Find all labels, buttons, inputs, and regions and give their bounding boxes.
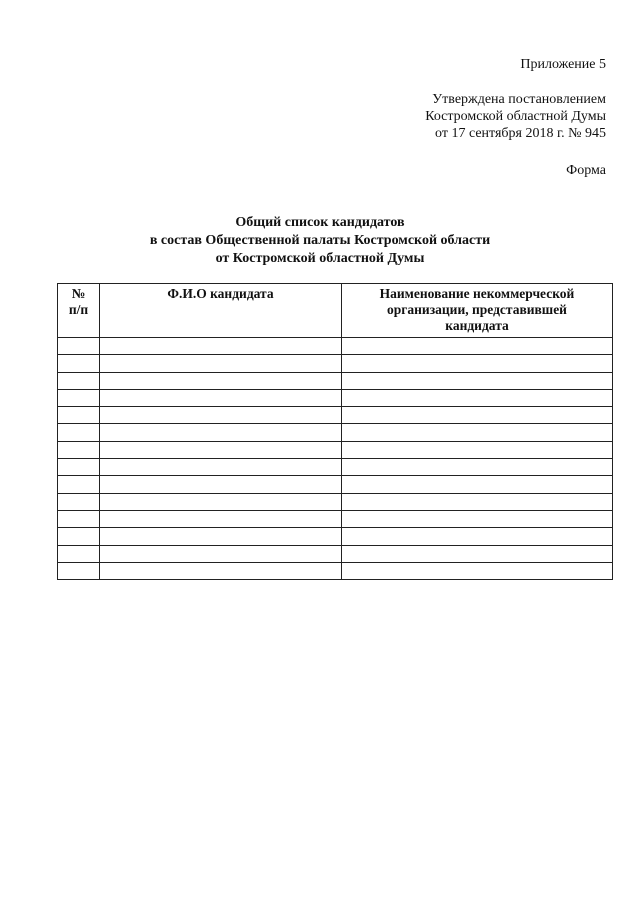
title-line: в состав Общественной палаты Костромской области bbox=[149, 233, 491, 248]
table-cell[interactable] bbox=[342, 372, 613, 389]
table-cell[interactable] bbox=[342, 355, 613, 372]
table-cell[interactable] bbox=[342, 528, 613, 545]
table-row bbox=[58, 372, 613, 389]
table-cell[interactable] bbox=[100, 459, 342, 476]
form-label: Форма bbox=[566, 163, 606, 178]
table-row bbox=[58, 476, 613, 493]
document-title bbox=[0, 214, 640, 268]
table-cell[interactable] bbox=[100, 545, 342, 562]
table-cell[interactable] bbox=[58, 389, 100, 406]
table-cell[interactable] bbox=[100, 528, 342, 545]
table-cell[interactable] bbox=[342, 389, 613, 406]
table-cell[interactable] bbox=[58, 441, 100, 458]
table-cell[interactable] bbox=[58, 545, 100, 562]
table-cell[interactable] bbox=[100, 372, 342, 389]
table-cell[interactable] bbox=[342, 545, 613, 562]
table-cell[interactable] bbox=[100, 493, 342, 510]
table-row bbox=[58, 389, 613, 406]
table-row bbox=[58, 338, 613, 355]
candidates-table bbox=[57, 283, 613, 580]
appendix-label: Приложение 5 bbox=[520, 57, 606, 72]
header-line: кандидата bbox=[445, 318, 509, 333]
table-body bbox=[58, 338, 613, 580]
table-cell[interactable] bbox=[100, 441, 342, 458]
title-line: Общий список кандидатов bbox=[235, 215, 405, 230]
table-cell[interactable] bbox=[342, 562, 613, 579]
table-row bbox=[58, 562, 613, 579]
table-cell[interactable] bbox=[342, 493, 613, 510]
column-header-organization bbox=[342, 284, 613, 338]
table-cell[interactable] bbox=[100, 389, 342, 406]
table-cell[interactable] bbox=[100, 476, 342, 493]
approval-line: Костромской областной Думы bbox=[425, 109, 606, 124]
table-cell[interactable] bbox=[100, 355, 342, 372]
header-line: организации, представившей bbox=[387, 302, 567, 317]
table-cell[interactable] bbox=[100, 562, 342, 579]
approval-line: Утверждена постановлением bbox=[432, 92, 606, 107]
table-cell[interactable] bbox=[58, 338, 100, 355]
table-cell[interactable] bbox=[58, 493, 100, 510]
table-cell[interactable] bbox=[58, 424, 100, 441]
table-cell[interactable] bbox=[100, 510, 342, 527]
table-cell[interactable] bbox=[58, 407, 100, 424]
title-line: от Костромской областной Думы bbox=[215, 251, 425, 266]
header-line: п/п bbox=[68, 302, 89, 317]
table-row bbox=[58, 424, 613, 441]
approval-note bbox=[425, 91, 606, 142]
approval-line: от 17 сентября 2018 г. № 945 bbox=[435, 126, 606, 141]
table-row bbox=[58, 459, 613, 476]
table-cell[interactable] bbox=[342, 510, 613, 527]
column-header-number bbox=[58, 284, 100, 338]
table-cell[interactable] bbox=[58, 510, 100, 527]
table-cell[interactable] bbox=[58, 372, 100, 389]
column-header-candidate-name bbox=[100, 284, 342, 338]
table-cell[interactable] bbox=[100, 338, 342, 355]
table-row bbox=[58, 441, 613, 458]
table-cell[interactable] bbox=[58, 476, 100, 493]
table-cell[interactable] bbox=[58, 562, 100, 579]
table-cell[interactable] bbox=[58, 459, 100, 476]
table-cell[interactable] bbox=[342, 459, 613, 476]
table-cell[interactable] bbox=[342, 407, 613, 424]
table-cell[interactable] bbox=[58, 355, 100, 372]
table-cell[interactable] bbox=[100, 424, 342, 441]
header-line: Наименование некоммерческой bbox=[379, 286, 575, 301]
table-cell[interactable] bbox=[342, 476, 613, 493]
header-line: Ф.И.О кандидата bbox=[167, 286, 274, 301]
header-line: № bbox=[71, 286, 86, 301]
table-row bbox=[58, 407, 613, 424]
table-row bbox=[58, 510, 613, 527]
table-header-row bbox=[58, 284, 613, 338]
table-row bbox=[58, 493, 613, 510]
table-cell[interactable] bbox=[58, 528, 100, 545]
table-row bbox=[58, 545, 613, 562]
table-cell[interactable] bbox=[342, 338, 613, 355]
table-row bbox=[58, 528, 613, 545]
table-cell[interactable] bbox=[100, 407, 342, 424]
table-row bbox=[58, 355, 613, 372]
table-cell[interactable] bbox=[342, 424, 613, 441]
table-cell[interactable] bbox=[342, 441, 613, 458]
